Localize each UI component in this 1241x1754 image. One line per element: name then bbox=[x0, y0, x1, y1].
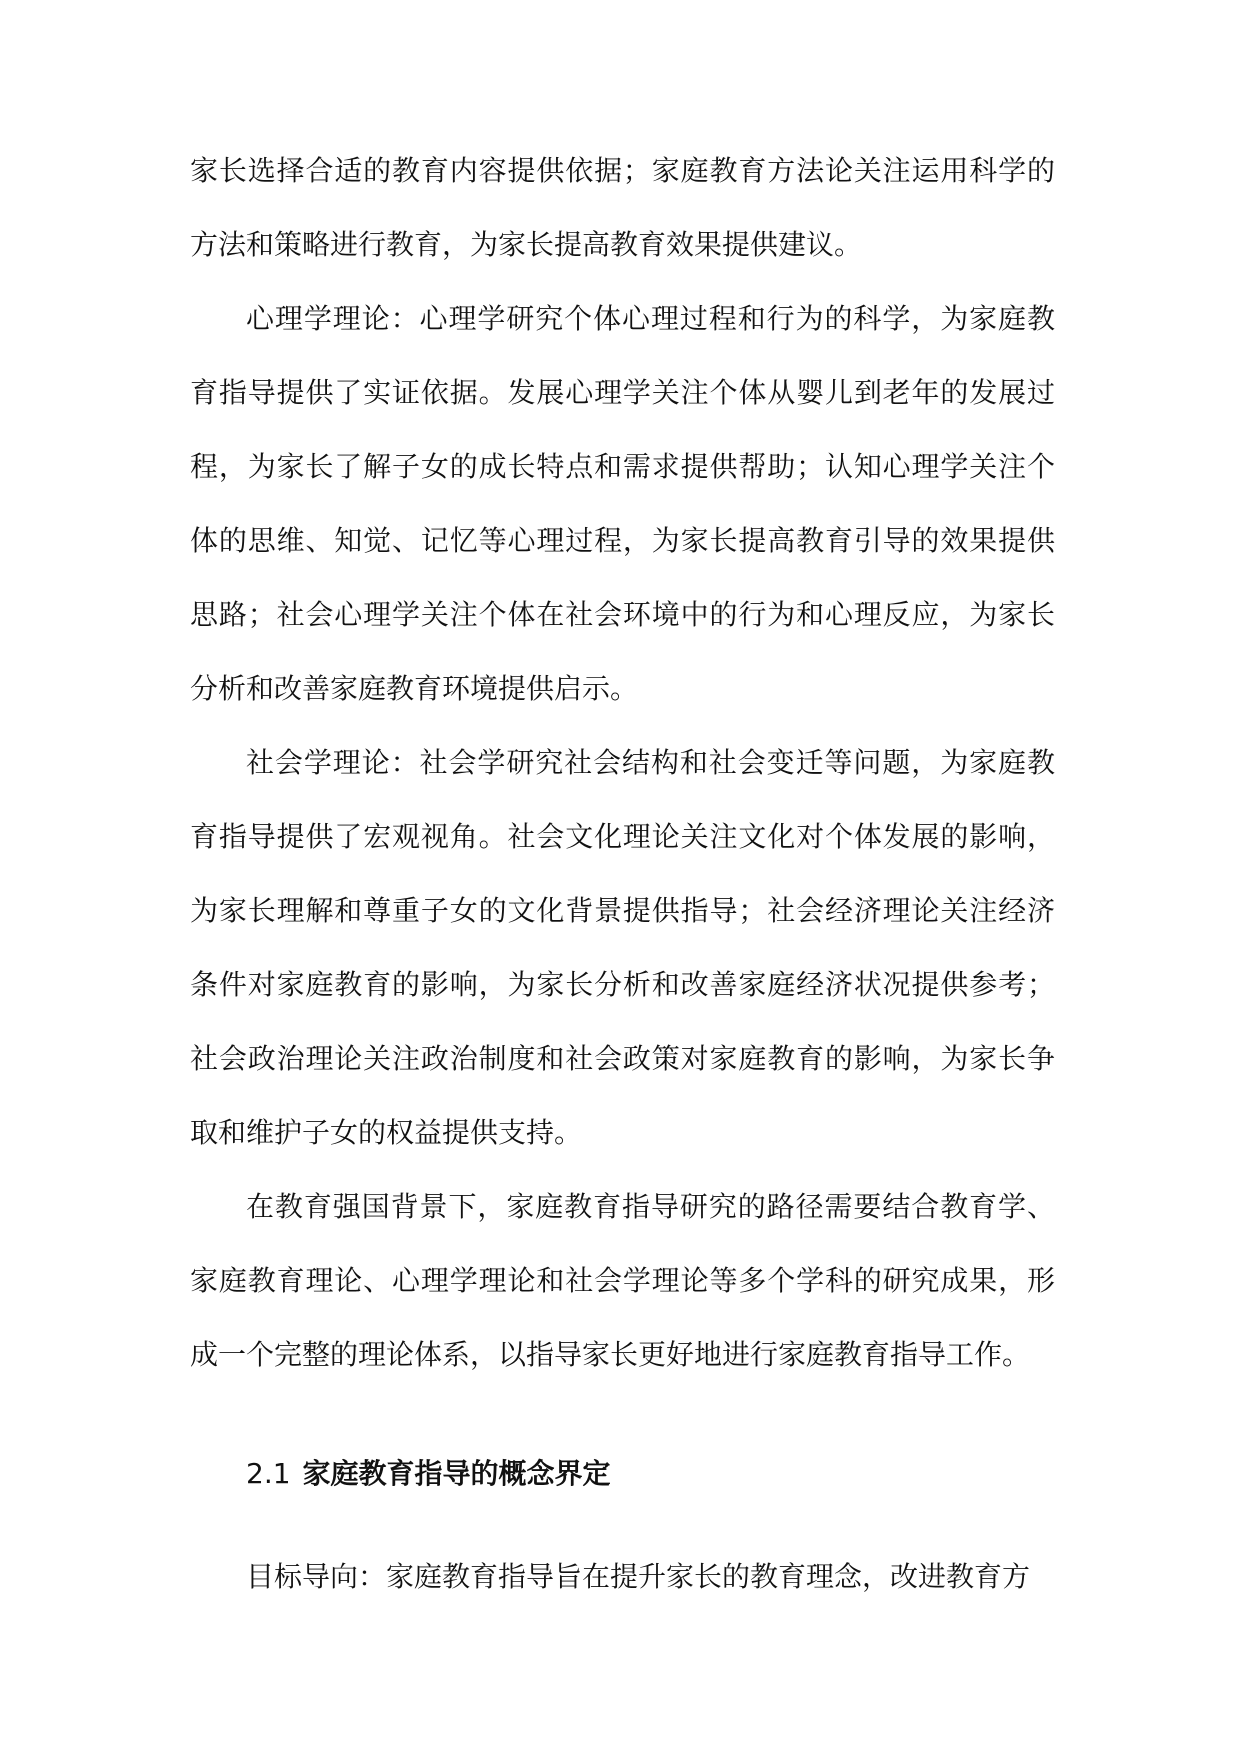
paragraph-psychology-theory: 心理学理论：心理学研究个体心理过程和行为的科学，为家庭教育指导提供了实证依据。发展心理学关注个体从婴儿到老年的发展过程，为家长了解子女的成长特点和需求提供帮助；认知心理学关注个体的思维、知觉、记忆等心理过程，为家长提高教育引导的效果提供思路；社会心理学关注个体在社会环境中的行为和心理反应，为家长分析和改善家庭教育环境提供启示。 bbox=[190, 302, 1055, 705]
paragraph-goal-orientation: 目标导向：家庭教育指导旨在提升家长的教育理念，改进教育方 bbox=[246, 1560, 1031, 1593]
paragraph-sociology-theory: 社会学理论：社会学研究社会结构和社会变迁等问题，为家庭教育指导提供了宏观视角。社会文化理论关注文化对个体发展的影响，为家长理解和尊重子女的文化背景提供指导；社会经济理论关注经济条件对家庭教育的影响，为家长分析和改善家庭经济状况提供参考；社会政治理论关注政治制度和社会政策对家庭教育的影响，为家长争取和维护子女的权益提供支持。 bbox=[190, 746, 1055, 1149]
section-heading bbox=[246, 1454, 1055, 1494]
paragraph-research-path: 在教育强国背景下，家庭教育指导研究的路径需要结合教育学、家庭教育理论、心理学理论和社会学理论等多个学科的研究成果，形成一个完整的理论体系，以指导家长更好地进行家庭教育指导工作。 bbox=[190, 1190, 1055, 1371]
section-title: 家庭教育指导的概念界定 bbox=[302, 1457, 611, 1490]
paragraph-continuation: 家长选择合适的教育内容提供依据；家庭教育方法论关注运用科学的方法和策略进行教育，为家长提高教育效果提供建议。 bbox=[190, 154, 1055, 261]
section-number: 2.1 bbox=[246, 1457, 291, 1490]
